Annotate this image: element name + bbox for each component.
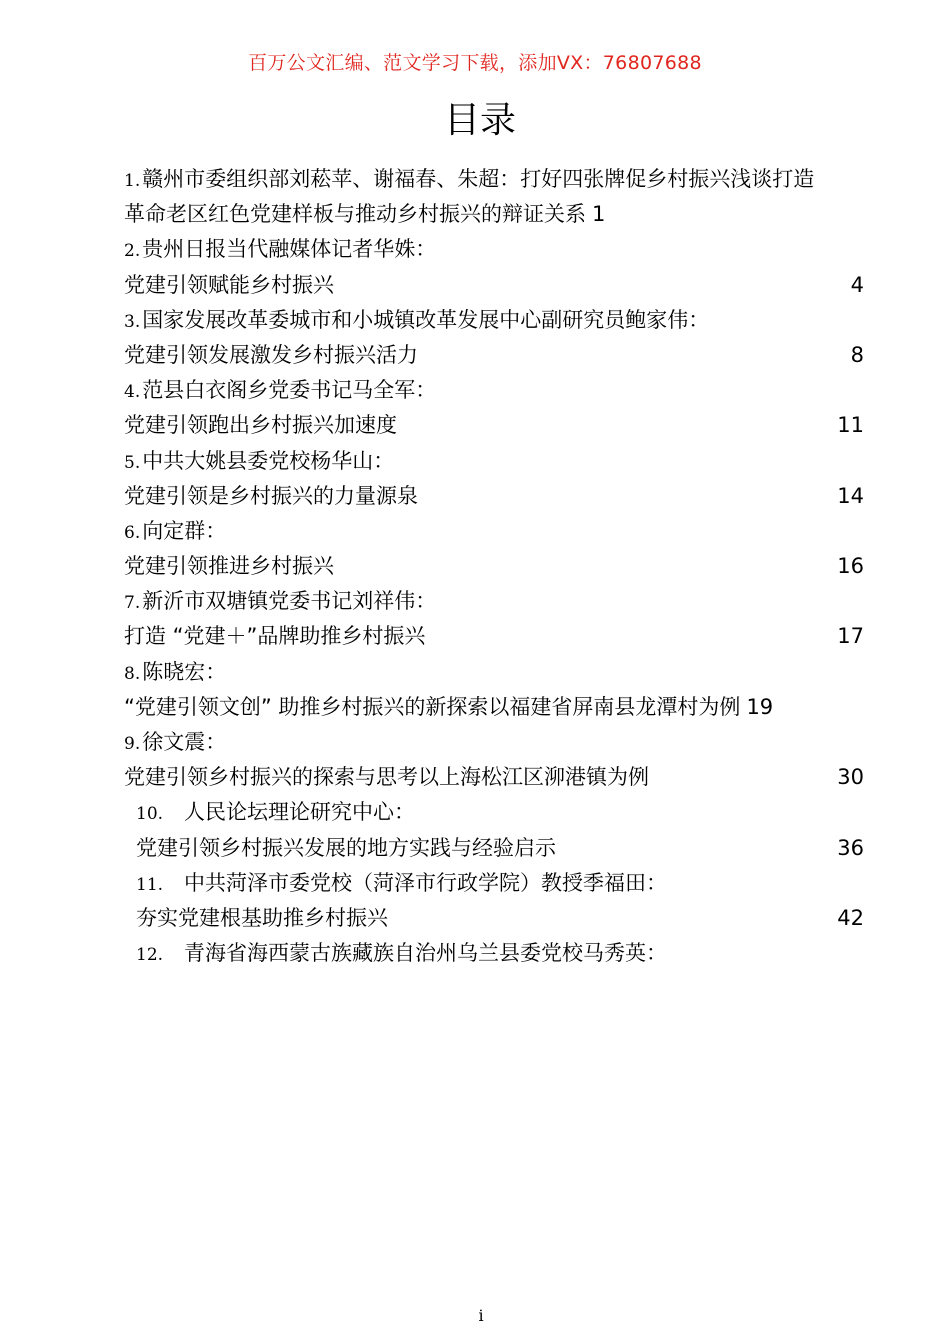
entry-number: 12.	[136, 945, 164, 966]
toc-entry-1[interactable]	[124, 162, 876, 232]
entry-title: 打造 “党建＋”品牌助推乡村振兴	[124, 624, 426, 649]
entry-title: 党建引领乡村振兴的探索与思考以上海松江区泖港镇为例	[124, 765, 649, 790]
entry-heading: 赣州市委组织部刘菘苹、谢福春、朱超：打好四张牌促乡村振兴浅谈打造	[142, 167, 815, 191]
entry-page-number: 42	[837, 905, 864, 930]
page-title: 目录	[443, 100, 516, 141]
footer-page-number: i	[478, 1306, 484, 1325]
entry-page-number: 30	[837, 765, 864, 790]
entry-heading: 向定群：	[142, 518, 227, 543]
toc-entry-12[interactable]	[124, 936, 876, 971]
toc-entry-8[interactable]	[124, 655, 876, 725]
entry-number: 7.	[124, 593, 141, 614]
entry-page-number: 14	[837, 483, 864, 508]
entry-number: 2.	[124, 241, 141, 262]
entry-title: 党建引领赋能乡村振兴	[124, 272, 334, 297]
toc-entry-11[interactable]	[124, 866, 876, 936]
entry-heading: 范县白衣阁乡党委书记马全军：	[142, 378, 437, 403]
entry-number: 1.	[124, 171, 141, 191]
entry-title: 党建引领发展激发乡村振兴活力	[124, 342, 418, 367]
watermark-text: 百万公文汇编、范文学习下载，添加VX：76807688	[248, 52, 702, 74]
entry-page-number: 36	[837, 835, 864, 860]
entry-number: 6.	[124, 522, 141, 543]
toc-entry-5[interactable]	[124, 444, 876, 514]
entry-title: “党建引领文创” 助推乡村振兴的新探索以福建省屏南县龙潭村为例	[124, 694, 741, 719]
entry-number: 11.	[136, 874, 164, 895]
toc-entry-2[interactable]	[124, 232, 876, 302]
toc-entry-6[interactable]	[124, 514, 876, 584]
entry-title: 党建引领是乡村振兴的力量源泉	[124, 483, 418, 508]
entry-heading: 青海省海西蒙古族藏族自治州乌兰县委党校马秀英：	[184, 941, 667, 966]
entry-title: 党建引领跑出乡村振兴加速度	[124, 413, 397, 438]
entry-title: 党建引领乡村振兴发展的地方实践与经验启示	[136, 835, 556, 860]
toc-entry-7[interactable]	[124, 584, 876, 654]
toc-entry-4[interactable]	[124, 373, 876, 443]
entry-number: 5.	[124, 452, 141, 473]
entry-page-number: 17	[837, 624, 864, 649]
entry-title: 夯实党建根基助推乡村振兴	[136, 905, 388, 930]
toc-entry-10[interactable]	[124, 795, 876, 865]
entry-heading: 陈晓宏：	[142, 659, 227, 684]
entry-heading: 国家发展改革委城市和小城镇改革发展中心副研究员鲍家伟：	[142, 307, 710, 332]
entry-heading: 人民论坛理论研究中心：	[184, 800, 415, 825]
table-of-contents	[124, 162, 876, 971]
entry-number: 10.	[136, 804, 164, 825]
entry-number: 4.	[124, 382, 141, 403]
toc-entry-9[interactable]	[124, 725, 876, 795]
entry-title: 党建引领推进乡村振兴	[124, 554, 334, 579]
entry-title: 革命老区红色党建样板与推动乡村振兴的辩证关系	[124, 202, 586, 227]
entry-number: 3.	[124, 311, 141, 332]
entry-number: 8.	[124, 663, 141, 684]
entry-page-number: 1	[592, 202, 606, 227]
entry-heading: 新沂市双塘镇党委书记刘祥伟：	[142, 589, 437, 614]
entry-page-number: 8	[850, 342, 864, 367]
entry-page-number: 11	[837, 413, 864, 438]
toc-entry-3[interactable]	[124, 303, 876, 373]
entry-page-number: 19	[746, 694, 774, 719]
entry-page-number: 16	[837, 554, 864, 579]
entry-heading: 徐文震：	[142, 730, 227, 754]
entry-heading: 中共菏泽市委党校（菏泽市行政学院）教授季福田：	[184, 870, 667, 895]
entry-number: 9.	[124, 734, 141, 754]
entry-heading: 中共大姚县委党校杨华山：	[142, 448, 395, 473]
entry-page-number: 4	[850, 272, 864, 297]
entry-heading: 贵州日报当代融媒体记者华姝：	[142, 237, 437, 262]
